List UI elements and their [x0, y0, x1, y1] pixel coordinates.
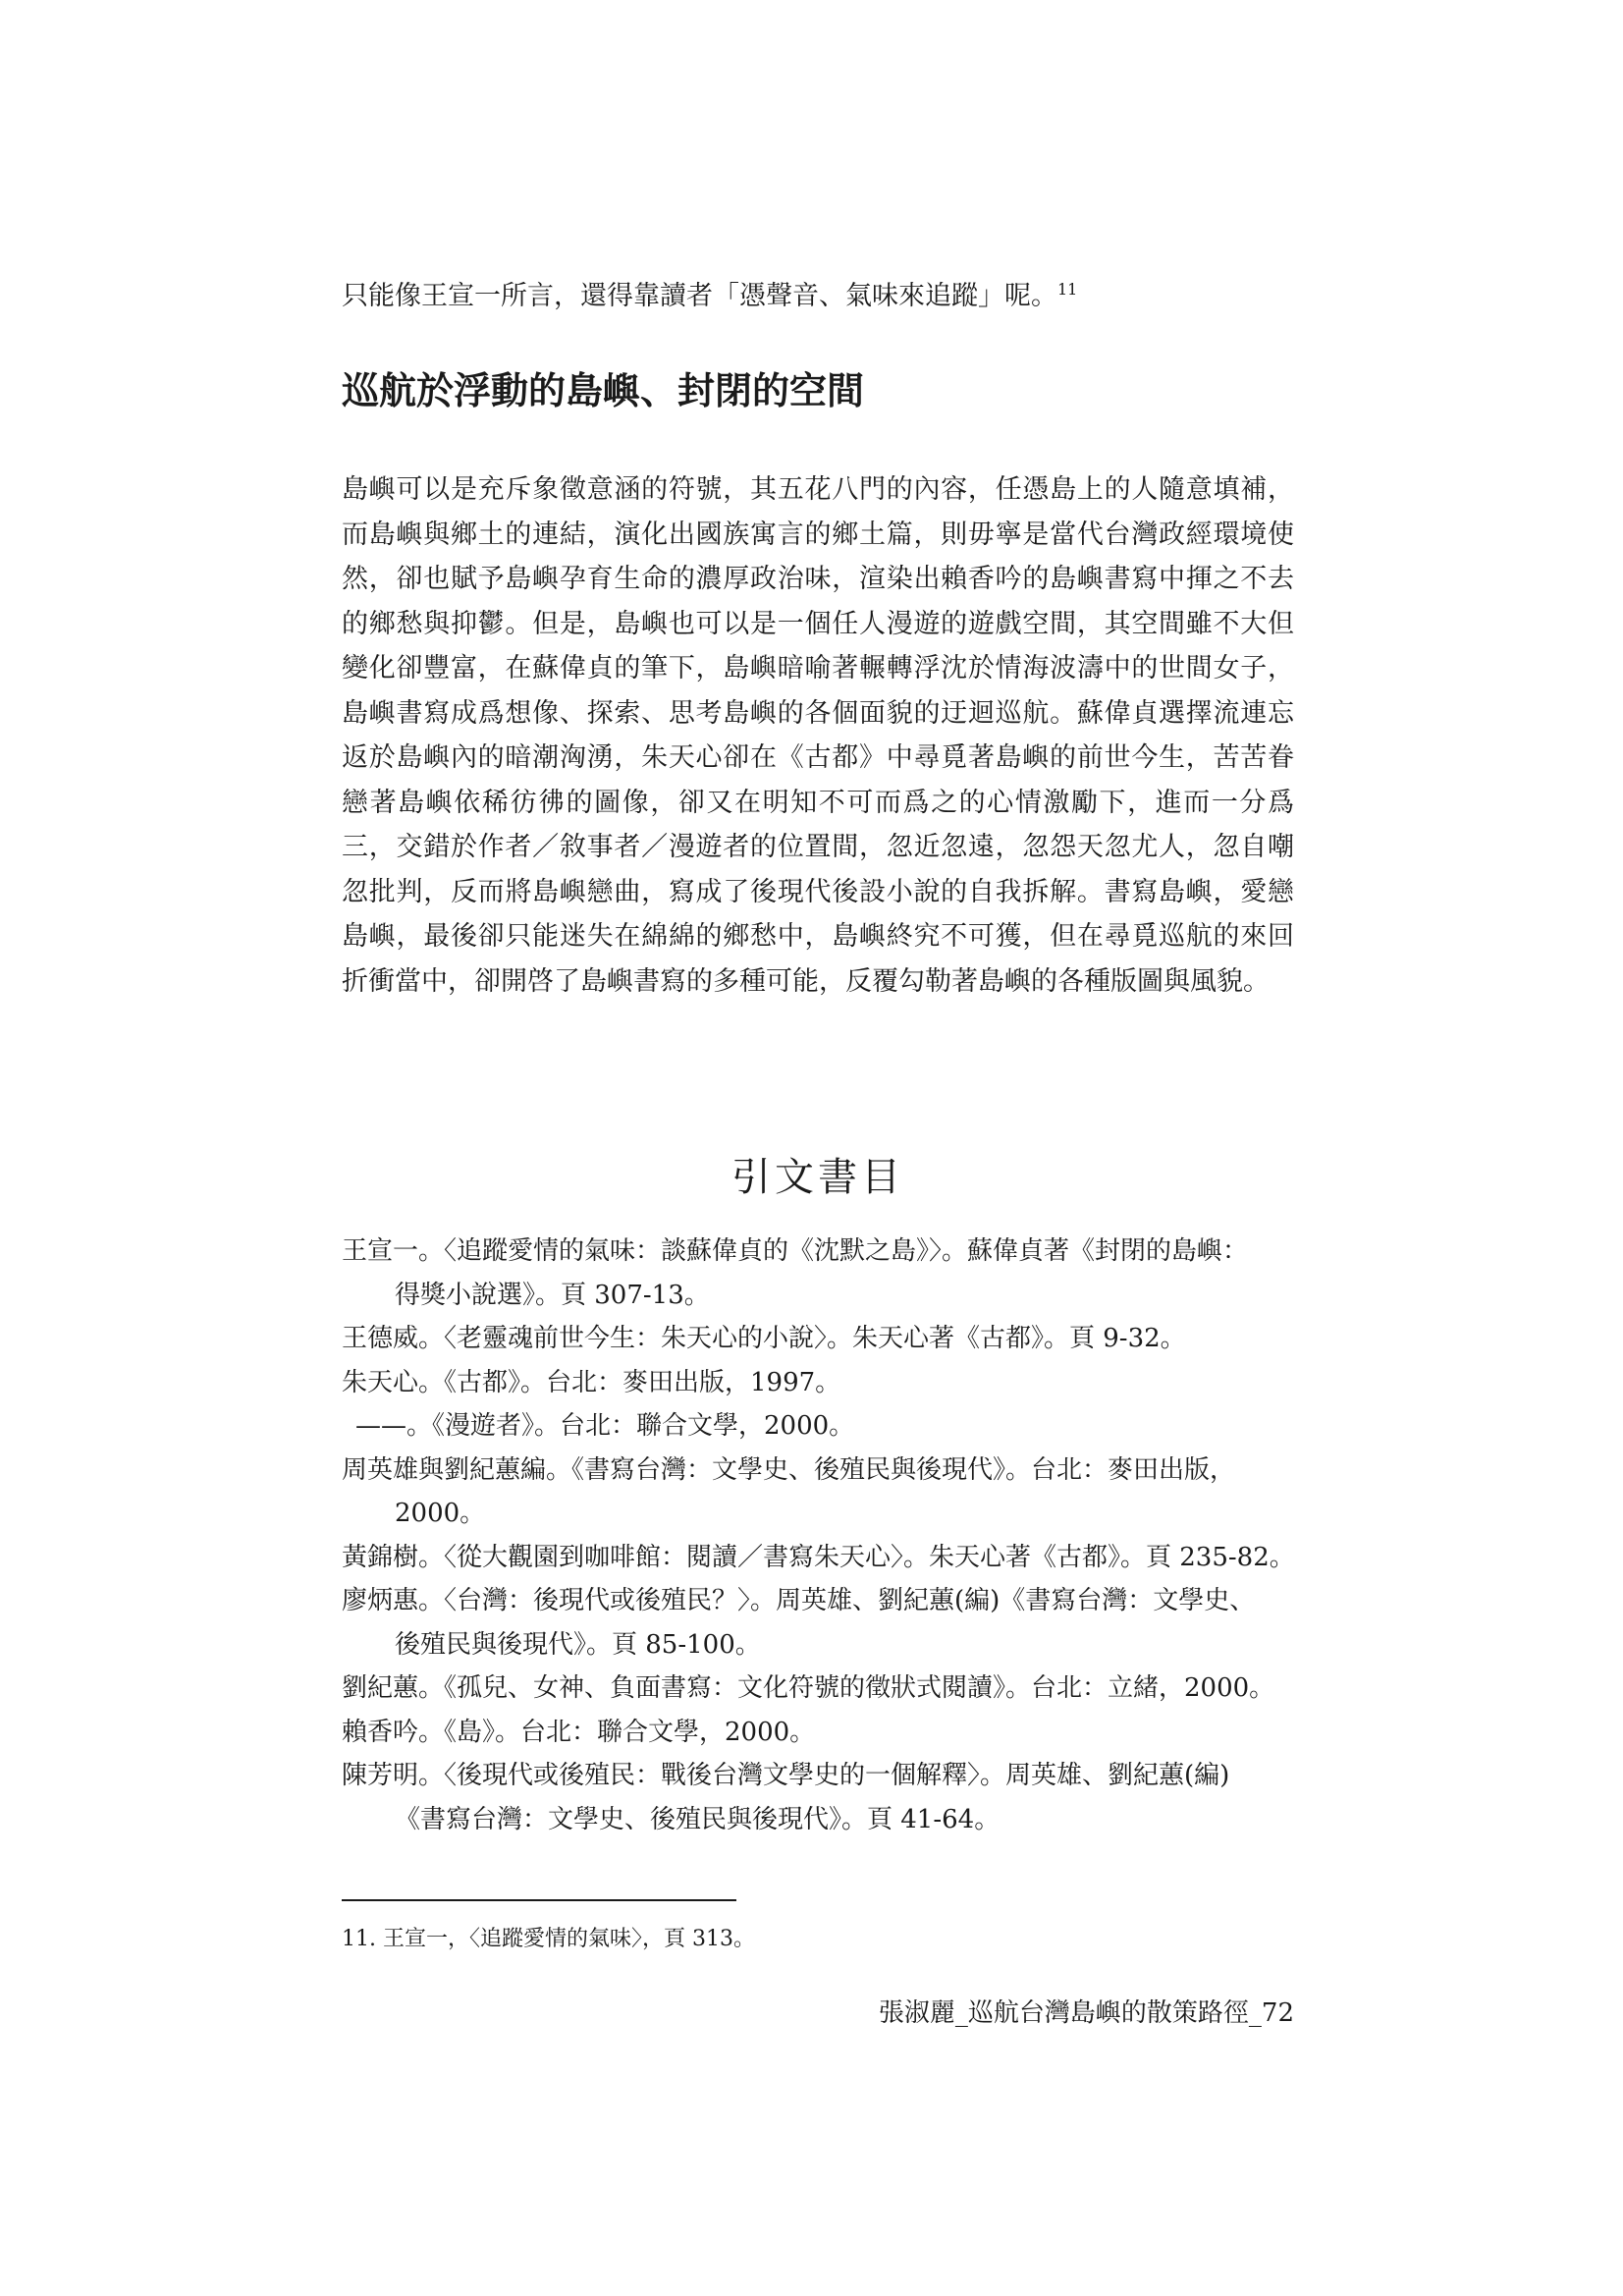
reference-entry: 陳芳明。〈後現代或後殖民：戰後台灣文學史的一個解釋〉。周英雄、劉紀蕙(編): [342, 1761, 1230, 1790]
body-line: 然，卻也賦予島嶼孕育生命的濃厚政治味，渲染出賴香吟的島嶼書寫中揮之不去: [342, 564, 1294, 594]
reference-entry: 朱天心。《古都》。台北：麥田出版，1997。: [342, 1367, 841, 1397]
intro-line: [342, 277, 1294, 316]
body-line: 戀著島嶼依稀彷彿的圖像，卻又在明知不可而爲之的心情激勵下，進而一分爲: [342, 787, 1294, 818]
reference-continuation: 得獎小說選》。頁 307-13。: [395, 1280, 710, 1310]
body-line: 而島嶼與鄉土的連結，演化出國族寓言的鄉土篇，則毋寧是當代台灣政經環境使: [342, 519, 1294, 550]
reference-continuation: 《書寫台灣：文學史、後殖民與後現代》。頁 41-64。: [395, 1804, 1001, 1834]
reference-entry: 周英雄與劉紀蕙編。《書寫台灣：文學史、後殖民與後現代》。台北：麥田出版，: [342, 1454, 1236, 1485]
reference-entry: ——。《漫遊者》。台北：聯合文學，2000。: [355, 1411, 855, 1441]
footnote-marker[interactable]: 11: [1057, 280, 1078, 299]
body-line: 變化卻豐富，在蘇偉貞的筆下，島嶼暗喻著輾轉浮沈於情海波濤中的世間女子，: [342, 653, 1294, 683]
reference-continuation: 2000。: [395, 1499, 486, 1528]
reference-entry: 廖炳惠。〈台灣：後現代或後殖民？〉。周英雄、劉紀蕙(編)《書寫台灣：文學史、: [342, 1586, 1256, 1615]
reference-entry: 王宣一。〈追蹤愛情的氣味：談蘇偉貞的《沈默之島》〉。蘇偉貞著《封閉的島嶼：: [342, 1236, 1249, 1266]
body-line: 島嶼，最後卻只能迷失在綿綿的鄉愁中，島嶼終究不可獲，但在尋覓巡航的來回: [342, 921, 1294, 952]
body-line: 忽批判，反而將島嶼戀曲，寫成了後現代後設小說的自我拆解。書寫島嶼，愛戀: [342, 876, 1294, 907]
body-line: 島嶼可以是充斥象徵意涵的符號，其五花八門的內容，任憑島上的人隨意填補，: [342, 474, 1294, 505]
body-line: 三，交錯於作者／敘事者／漫遊者的位置間，忽近忽遠，忽怨天忽尤人，忽自嘲: [342, 832, 1294, 862]
body-line: 返於島嶼內的暗潮洶湧，朱天心卻在《古都》中尋覓著島嶼的前世今生，苦苦眷: [342, 742, 1294, 773]
intro-text: 只能像王宣一所言，還得靠讀者「憑聲音、氣味來追蹤」呢。: [342, 281, 1057, 311]
body-line: 島嶼書寫成爲想像、探索、思考島嶼的各個面貌的迂迴巡航。蘇偉貞選擇流連忘: [342, 697, 1294, 729]
body-line: 折衝當中，卻開啓了島嶼書寫的多種可能，反覆勾勒著島嶼的各種版圖與風貌。: [342, 965, 1270, 997]
references-heading: 引文書目: [731, 1155, 904, 1200]
section-heading: 巡航於浮動的島嶼、封閉的空間: [342, 369, 865, 412]
reference-continuation: 後殖民與後現代》。頁 85-100。: [395, 1629, 761, 1660]
body-paragraph: [342, 467, 1294, 1004]
reference-entry: 賴香吟。《島》。台北：聯合文學，2000。: [342, 1717, 816, 1747]
reference-entry: 王德威。〈老靈魂前世今生：朱天心的小說〉。朱天心著《古都》。頁 9-32。: [342, 1324, 1186, 1353]
running-footer: 張淑麗_巡航台灣島嶼的散策路徑_72: [878, 1998, 1294, 2028]
references-list: [342, 1230, 1294, 1841]
reference-entry: 黃錦樹。〈從大觀園到咖啡館：閱讀／書寫朱天心〉。朱天心著《古都》。頁 235-82。: [342, 1542, 1295, 1572]
reference-entry: 劉紀蕙。《孤兒、女神、負面書寫：文化符號的徵狀式閱讀》。台北：立緒，2000。: [342, 1673, 1275, 1703]
footnote: 11. 王宣一，〈追蹤愛情的氣味〉，頁 313。: [342, 1927, 755, 1951]
body-line: 的鄉愁與抑鬱。但是，島嶼也可以是一個任人漫遊的遊戲空間，其空間雖不大但: [342, 608, 1294, 639]
footnote-divider: [342, 1899, 736, 1901]
